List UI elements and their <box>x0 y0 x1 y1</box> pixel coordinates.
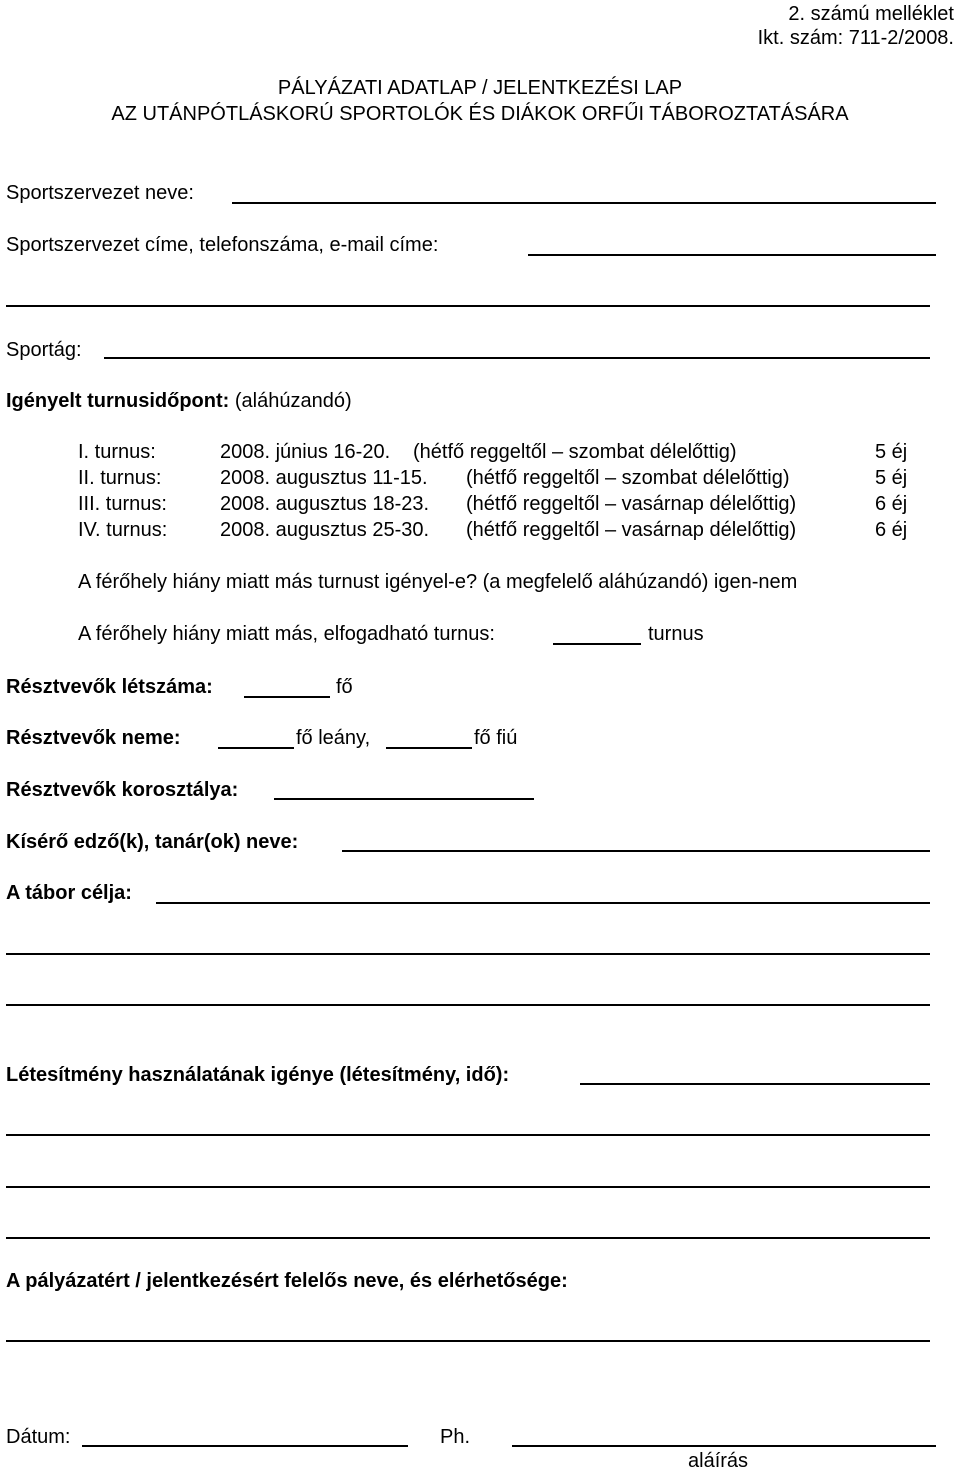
purpose-field[interactable] <box>156 902 930 904</box>
stamp-label: Ph. <box>440 1426 471 1448</box>
boys-count-field[interactable] <box>386 747 472 749</box>
facility-field-line2[interactable] <box>6 1134 930 1136</box>
org-name-label: Sportszervezet neve: <box>6 182 194 204</box>
purpose-label: A tábor célja: <box>6 882 132 904</box>
facility-field-line4[interactable] <box>6 1237 930 1239</box>
form-title-line1: PÁLYÁZATI ADATLAP / JELENTKEZÉSI LAP <box>277 77 683 99</box>
date-field[interactable] <box>82 1445 408 1447</box>
turn-label: IV. turnus: <box>78 519 168 541</box>
org-contact-label: Sportszervezet címe, telefonszáma, e-mail címe: <box>6 234 439 256</box>
coach-field[interactable] <box>342 850 930 852</box>
facility-field[interactable] <box>580 1083 930 1085</box>
org-name-field[interactable] <box>232 202 936 204</box>
signature-label: aláírás <box>688 1450 749 1472</box>
requested-turn-note: (aláhúzandó) <box>234 390 352 412</box>
boys-label: fő fiú <box>474 727 518 749</box>
form-title-line2: AZ UTÁNPÓTLÁSKORÚ SPORTOLÓK ÉS DIÁKOK ORFŰI TÁBOROZTATÁSÁRA <box>111 103 849 125</box>
purpose-field-line2[interactable] <box>6 953 930 955</box>
alt-turn-suffix: turnus <box>648 623 704 645</box>
org-contact-field[interactable] <box>528 254 936 256</box>
alt-turn-field[interactable] <box>553 643 641 645</box>
participant-count-label: Résztvevők létszáma: <box>6 676 213 698</box>
turn-desc: (hétfő reggeltől – vasárnap délelőttig) <box>466 493 797 515</box>
responsible-field[interactable] <box>6 1340 930 1342</box>
turn-desc: (hétfő reggeltől – szombat délelőttig) <box>466 467 790 489</box>
facility-field-line3[interactable] <box>6 1186 930 1188</box>
responsible-label: A pályázatért / jelentkezésért felelős neve, és elérhetősége: <box>6 1270 568 1292</box>
age-group-field[interactable] <box>274 798 534 800</box>
participant-gender-label: Résztvevők neme: <box>6 727 181 749</box>
turn-date: 2008. augusztus 25-30. <box>220 519 430 541</box>
participant-count-unit: fő <box>336 676 353 698</box>
turn-label: I. turnus: <box>78 441 156 463</box>
sport-label: Sportág: <box>6 339 82 361</box>
girls-label: fő leány, <box>296 727 371 749</box>
turn-desc: (hétfő reggeltől – vasárnap délelőttig) <box>466 519 797 541</box>
girls-count-field[interactable] <box>218 747 294 749</box>
turn-date: 2008. június 16-20. <box>220 441 391 463</box>
date-label: Dátum: <box>6 1426 71 1448</box>
alt-turn-label: A férőhely hiány miatt más, elfogadható turnus: <box>78 623 495 645</box>
turn-nights: 6 éj <box>875 493 908 515</box>
turn-nights: 6 éj <box>875 519 908 541</box>
annex-label: 2. számú melléklet <box>788 3 954 25</box>
coach-label: Kísérő edző(k), tanár(ok) neve: <box>6 831 299 853</box>
turn-label: II. turnus: <box>78 467 162 489</box>
participant-count-field[interactable] <box>244 696 330 698</box>
reference-number: Ikt. szám: 711-2/2008. <box>757 27 954 49</box>
turn-date: 2008. augusztus 11-15. <box>220 467 428 489</box>
org-contact-field-line2[interactable] <box>6 305 930 307</box>
turn-date: 2008. augusztus 18-23. <box>220 493 430 515</box>
age-group-label: Résztvevők korosztálya: <box>6 779 239 801</box>
alt-turn-question: A férőhely hiány miatt más turnust igényel-e? (a megfelelő aláhúzandó) igen-nem <box>78 571 798 593</box>
turn-nights: 5 éj <box>875 467 908 489</box>
facility-label: Létesítmény használatának igénye (létesítmény, idő): <box>6 1064 510 1086</box>
turn-desc: (hétfő reggeltől – szombat délelőttig) <box>413 441 737 463</box>
purpose-field-line3[interactable] <box>6 1004 930 1006</box>
turn-nights: 5 éj <box>875 441 908 463</box>
signature-field[interactable] <box>512 1445 936 1447</box>
sport-field[interactable] <box>104 357 930 359</box>
requested-turn-label: Igényelt turnusidőpont: (aláhúzandó) <box>6 390 352 412</box>
turn-label: III. turnus: <box>78 493 167 515</box>
